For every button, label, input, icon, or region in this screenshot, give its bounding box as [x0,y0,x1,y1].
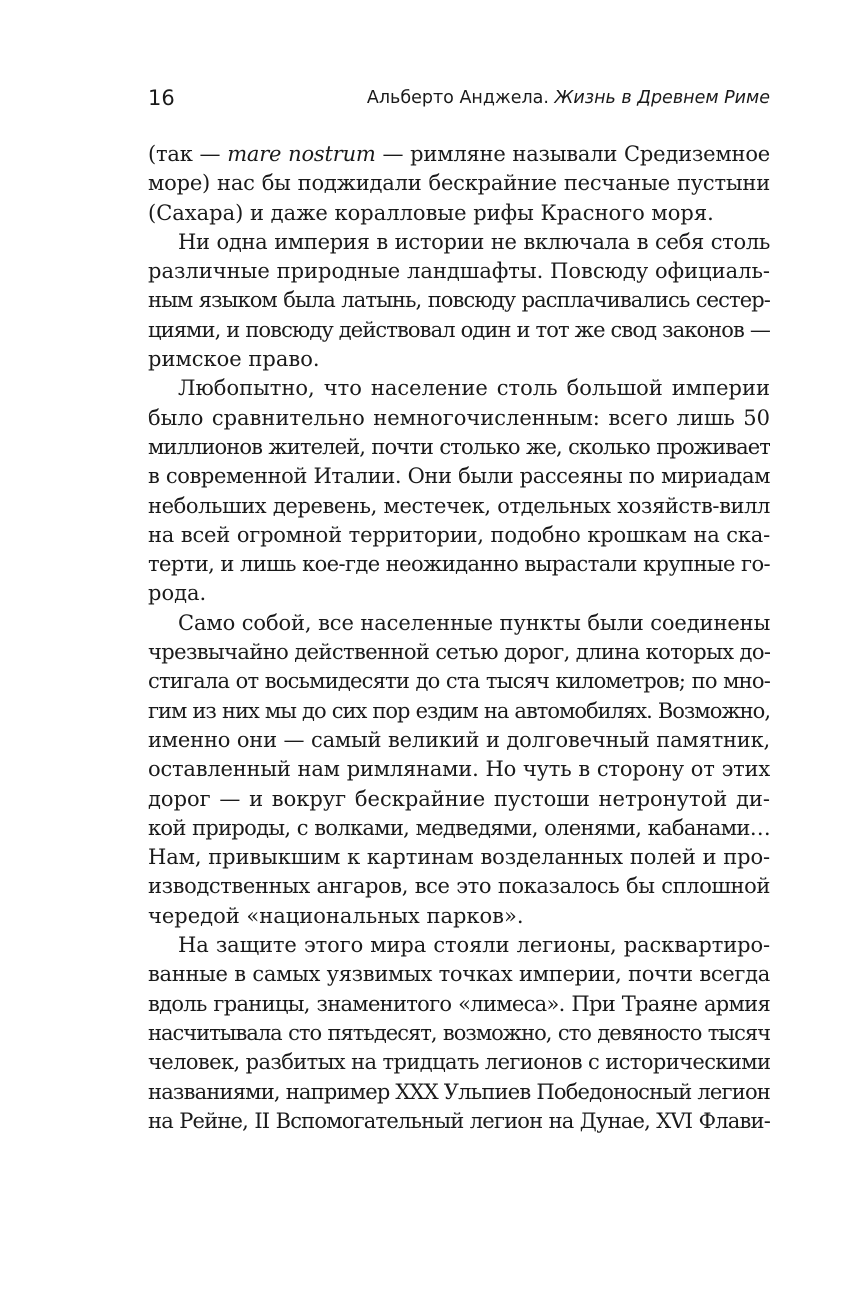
text-line: ным языком была латынь, повсюду расплачивались сестер- [148,288,770,313]
text-line: в современной Италии. Они были рассеяны по мириадам [148,464,770,489]
text-line: изводственных ангаров, все это показалось бы сплошной [148,874,770,899]
text-line: различные природные ландшафты. Повсюду официаль- [148,259,770,284]
text-line: чередой «национальных парков». [148,903,524,928]
text-line: на всей огромной территории, подобно крошкам на ска- [148,522,770,547]
paragraph [148,140,770,228]
text-line: Само собой, все населенные пункты были соединены [178,610,770,635]
paragraph [148,931,770,1136]
text-line: оставленный нам римлянами. Но чуть в сторону от этих [148,757,770,782]
text-line: именно они — самый великий и долговечный памятник, [148,727,770,752]
text-line: вдоль границы, знаменитого «лимеса». При Траяне армия [148,991,770,1016]
text-line: римское право. [148,347,320,372]
body-text [148,140,770,1136]
paragraph [148,609,770,931]
text-line: названиями, например XXX Ульпиев Победоносный легион [148,1079,770,1104]
text-line: человек, разбитых на тридцать легионов с историческими [148,1050,770,1075]
text-line: рода. [148,581,207,606]
text-line: насчитывала сто пятьдесят, возможно, сто девяносто тысяч [148,1020,770,1045]
text-line: гим из них мы до сих пор ездим на автомобилях. Возможно, [148,698,770,723]
text-line: Ни одна империя в истории не включала в себя столь [178,229,770,254]
running-header [148,86,770,116]
running-title [367,88,770,108]
text-line: море) нас бы поджидали бескрайние песчаные пустыни [148,171,770,196]
text-line: чрезвычайно действенной сетью дорог, длина которых до- [148,640,770,665]
text-line: ванные в самых уязвимых точках империи, почти всегда [148,962,770,987]
text-line: было сравнительно немногочисленным: всего лишь 50 [148,405,770,430]
text-line: Нам, привыкшим к картинам возделанных полей и про- [148,845,770,870]
text-line: (так — mare nostrum — римляне называли Средиземное [148,142,770,166]
text-line: Любопытно, что население столь большой империи [178,376,770,401]
book-title: Жизнь в Древнем Риме [554,88,770,108]
text-line: стигала от восьмидесяти до ста тысяч километров; по мно- [148,669,770,694]
text-line: циями, и повсюду действовал один и тот же свод законов — [148,317,770,342]
page-number: 16 [148,86,175,110]
paragraph [148,228,770,374]
text-line: (Сахара) и даже коралловые рифы Красного моря. [148,200,714,225]
text-line: дорог — и вокруг бескрайние пустоши нетронутой ди- [148,786,770,811]
author-name: Альберто Анджела. [366,88,549,108]
text-line: миллионов жителей, почти столько же, сколько проживает [148,434,770,459]
text-line: небольших деревень, местечек, отдельных хозяйств-вилл [148,493,770,518]
paragraph [148,374,770,608]
text-line: На защите этого мира стояли легионы, расквартиро- [178,933,770,958]
text-line: кой природы, с волками, медведями, оленями, кабанами… [148,815,770,840]
latin-phrase: mare nostrum [227,142,376,166]
text-line: на Рейне, II Вспомогательный легион на Дунае, XVI Флави- [148,1108,770,1133]
text-line: терти, и лишь кое-где неожиданно вырастали крупные го- [148,552,770,577]
